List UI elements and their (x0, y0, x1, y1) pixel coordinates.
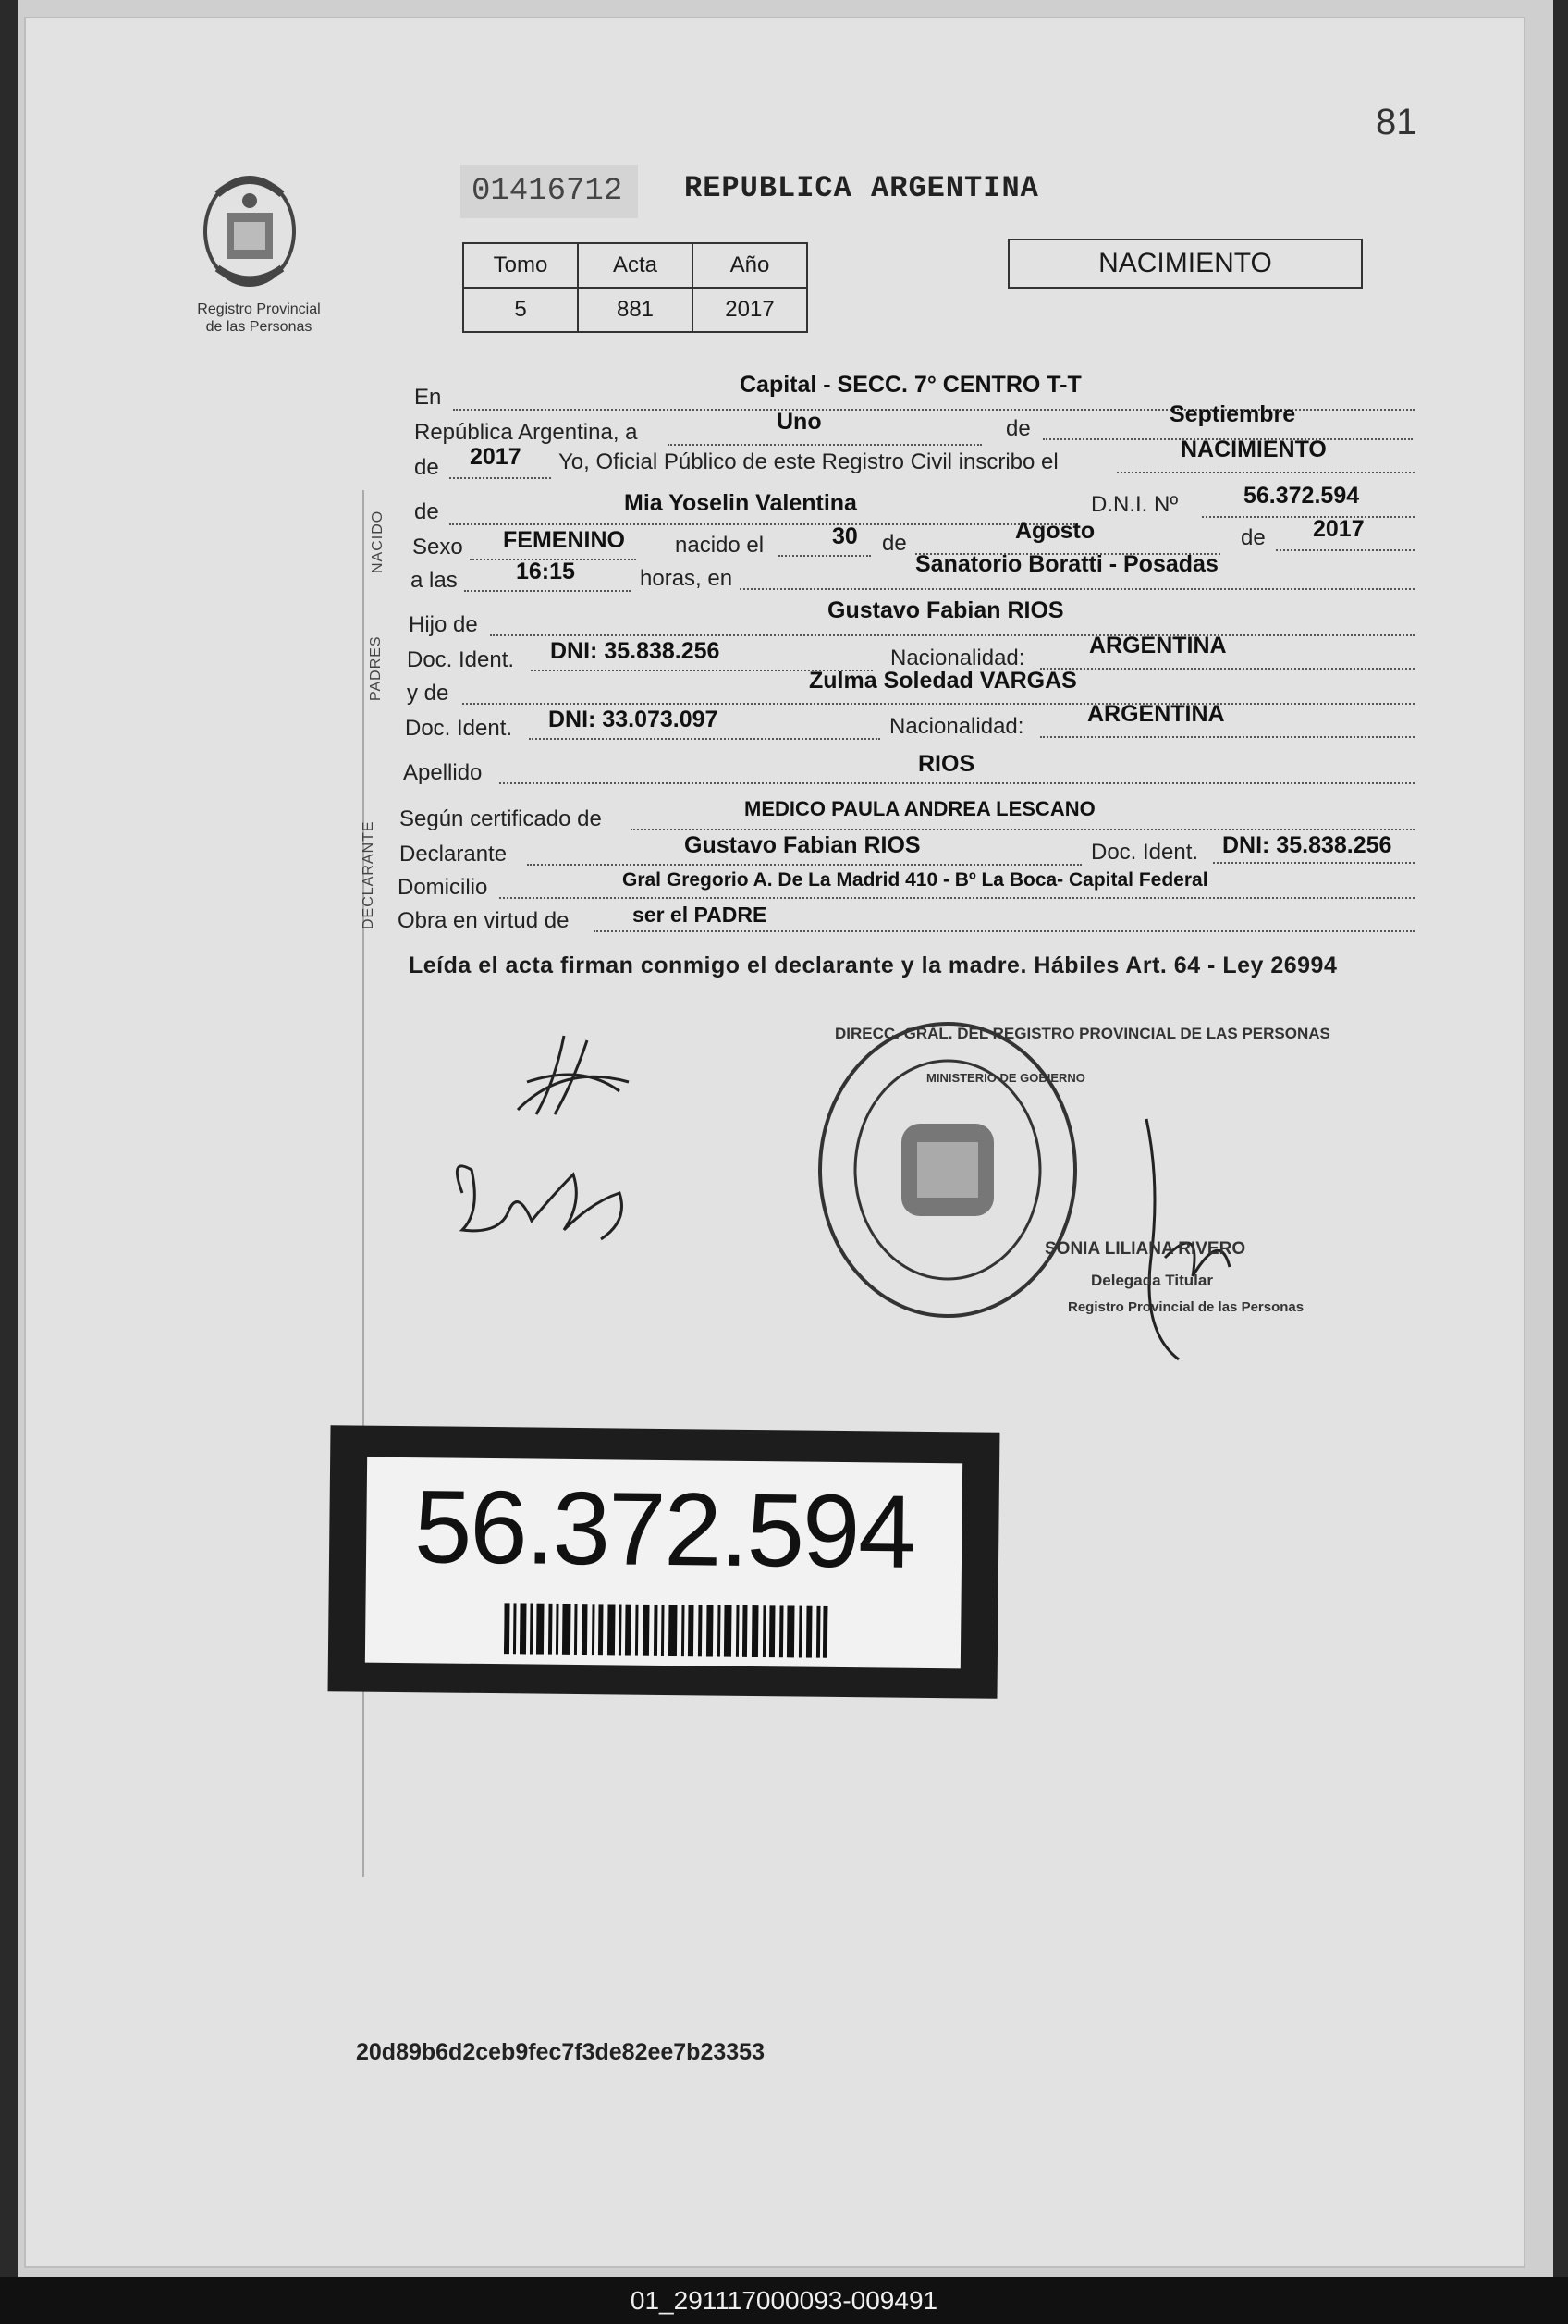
dotline (449, 477, 551, 479)
dotline (499, 782, 1415, 784)
dotline (499, 897, 1415, 899)
dotline (1117, 472, 1415, 473)
value-en: Capital - SECC. 7° CENTRO T-T (740, 372, 1082, 398)
official-office: Registro Provincial de las Personas (1068, 1299, 1305, 1315)
logo-caption-line1: Registro Provincial (197, 301, 321, 317)
value-birth-day: 30 (832, 523, 858, 549)
label-segun-certificado: Según certificado de (399, 806, 602, 831)
dotline (631, 829, 1415, 830)
dotline (778, 555, 871, 557)
act-type-box: NACIMIENTO (1008, 239, 1363, 289)
section-label-declarante: DECLARANTE (361, 820, 376, 929)
value-declarante-doc: DNI: 35.838.256 (1222, 832, 1392, 858)
dotline (490, 634, 1415, 636)
value-name: Mia Yoselin Valentina (624, 490, 857, 516)
dotline (529, 738, 880, 740)
value-day: Uno (777, 409, 822, 435)
section-label-padres: PADRES (368, 635, 384, 701)
registry-seal (814, 1017, 1082, 1322)
barcode-label (328, 1425, 1000, 1699)
official-name: SONIA LILIANA RIVERO (1045, 1239, 1246, 1259)
closing-statement: Leída el acta firman conmigo el declarante y la madre. Hábiles Art. 64 - Ley 26994 (409, 953, 1338, 978)
logo-caption-line2: de las Personas (205, 319, 312, 335)
label-nacionalidad-mother: Nacionalidad: (889, 714, 1024, 739)
value-domicilio: Gral Gregorio A. De La Madrid 410 - Bº La Boca- Capital Federal (622, 869, 1208, 891)
value-father-doc: DNI: 35.838.256 (550, 638, 720, 664)
verification-hash: 20d89b6d2ceb9fec7f3de82ee7b23353 (356, 2039, 765, 2065)
header-ano: Año (692, 243, 807, 288)
value-obra: ser el PADRE (632, 903, 767, 927)
label-domicilio: Domicilio (398, 875, 488, 900)
dotline (668, 444, 982, 446)
label-dni: D.N.I. Nº (1091, 492, 1179, 517)
label-declarante: Declarante (399, 842, 508, 867)
section-label-nacido: NACIDO (370, 510, 386, 573)
register-table (462, 242, 808, 333)
text-yo-oficial: Yo, Oficial Público de este Registro Civil inscribo el (558, 449, 1059, 474)
value-inscribo: NACIMIENTO (1181, 437, 1327, 462)
value-tomo: 5 (463, 288, 578, 332)
value-ano: 2017 (692, 288, 807, 332)
value-acta: 881 (578, 288, 692, 332)
label-en: En (414, 385, 442, 410)
dotline (1202, 516, 1415, 518)
value-sexo: FEMENINO (503, 527, 625, 553)
value-apellido: RIOS (918, 751, 975, 777)
registry-coat-of-arms-logo (190, 162, 310, 296)
label-y-de: y de (407, 681, 449, 706)
official-title: Delegada Titular (1091, 1272, 1213, 1289)
label-hijo-de: Hijo de (409, 612, 478, 637)
value-father-nationality: ARGENTINA (1089, 633, 1227, 658)
label-a-las: a las (410, 568, 458, 593)
label-nacido-el: nacido el (675, 533, 765, 558)
value-mother-doc: DNI: 33.073.097 (548, 707, 718, 732)
declarant-signature (499, 1027, 638, 1119)
header-acta: Acta (578, 243, 692, 288)
label-republica: República Argentina, a (414, 420, 638, 445)
dotline (1276, 549, 1415, 551)
value-place: Sanatorio Boratti - Posadas (915, 551, 1219, 577)
dotline (527, 864, 1082, 866)
logo-caption (176, 301, 342, 336)
country-title: REPUBLICA ARGENTINA (684, 171, 1039, 205)
dotline (740, 588, 1415, 590)
header-tomo: Tomo (463, 243, 578, 288)
dotline (464, 590, 631, 592)
dotline (1040, 668, 1415, 670)
value-mother: Zulma Soledad VARGAS (809, 668, 1077, 694)
label-de5: de (1241, 525, 1266, 550)
label-apellido: Apellido (403, 760, 483, 785)
label-de3: de (414, 499, 439, 524)
label-de: de (1006, 416, 1031, 441)
value-father: Gustavo Fabian RIOS (827, 597, 1064, 623)
value-declarante: Gustavo Fabian RIOS (684, 832, 921, 858)
serial-number: 01416712 (460, 165, 638, 218)
dotline (1040, 736, 1415, 738)
value-birth-year: 2017 (1313, 516, 1365, 542)
label-doc-ident-mother: Doc. Ident. (405, 716, 513, 741)
value-dni: 56.372.594 (1243, 483, 1360, 509)
label-sexo: Sexo (412, 535, 463, 559)
page-number: 81 (1376, 102, 1417, 142)
label-nacionalidad-father: Nacionalidad: (890, 646, 1025, 670)
value-month: Septiembre (1170, 401, 1296, 427)
label-de2: de (414, 455, 439, 480)
certificate-page (26, 18, 1524, 2266)
label-obra-en-virtud: Obra en virtud de (398, 908, 570, 933)
value-year: 2017 (470, 444, 521, 470)
barcode-number: 56.372.594 (413, 1469, 915, 1590)
label-doc-ident-declarante: Doc. Ident. (1091, 840, 1199, 865)
label-de4: de (882, 531, 907, 556)
seal-inner-text: MINISTERIO DE GOBIERNO (926, 1071, 1085, 1085)
barcode-bars-icon (504, 1603, 828, 1658)
dotline (462, 703, 1415, 705)
dotline (449, 523, 1078, 525)
mother-signature (444, 1137, 647, 1258)
value-segun-certificado: MEDICO PAULA ANDREA LESCANO (744, 797, 1096, 820)
dotline (594, 930, 1415, 932)
value-mother-nationality: ARGENTINA (1087, 701, 1225, 727)
label-horas-en: horas, en (640, 566, 733, 591)
dotline (1213, 862, 1415, 864)
document-id-footer: 01_291117000093-009491 (0, 2277, 1568, 2324)
label-doc-ident-father: Doc. Ident. (407, 647, 515, 672)
value-time: 16:15 (516, 559, 575, 584)
value-birth-month: Agosto (1015, 518, 1096, 544)
barcode-label-inner (365, 1457, 962, 1669)
seal-outer-text: DIRECC. GRAL. DEL REGISTRO PROVINCIAL DE LAS PERSONAS (835, 1025, 1330, 1042)
